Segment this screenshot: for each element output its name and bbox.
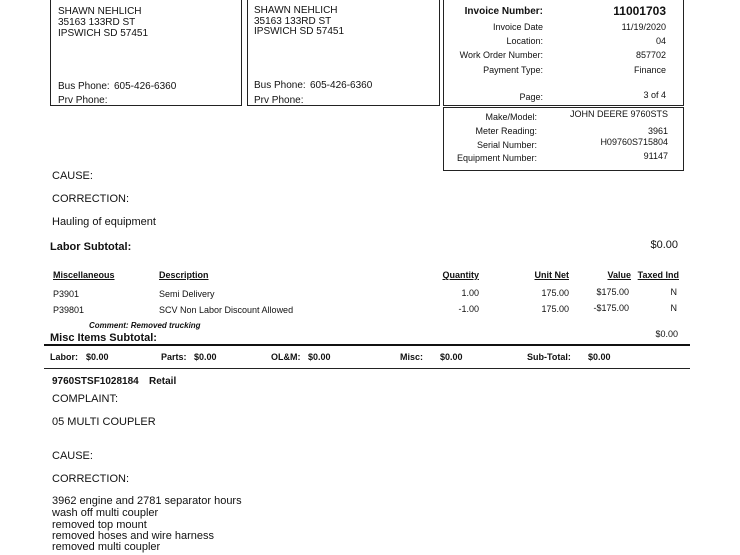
row-value: -$175.00	[593, 303, 629, 313]
complaint-label: COMPLAINT:	[52, 393, 119, 405]
serial-number-value: H09760S715804	[600, 137, 668, 147]
labor-subtotal-label: Labor Subtotal:	[50, 241, 132, 253]
serial-number-label: Serial Number:	[476, 140, 537, 150]
row-quantity: -1.00	[458, 304, 479, 314]
misc-items-subtotal-value: $0.00	[655, 329, 678, 339]
ship-to-street: 35163 133RD ST	[254, 16, 332, 27]
totals-misc-label: Misc:	[400, 352, 424, 362]
row-unit-net: 175.00	[541, 304, 569, 314]
invoice-date-label: Invoice Date	[492, 22, 543, 32]
bill-to-name: SHAWN NEHLICH	[58, 6, 142, 17]
ship-to-name: SHAWN NEHLICH	[254, 5, 338, 16]
col-header-value: Value	[607, 270, 631, 280]
job-heading-type: Retail	[149, 376, 177, 387]
location-label: Location:	[506, 36, 543, 46]
bill-to-prv-phone-label: Prv Phone:	[58, 95, 108, 106]
correction-line: removed hoses and wire harness	[52, 530, 215, 542]
make-model-label: Make/Model:	[485, 112, 537, 122]
totals-subtotal-label: Sub-Total:	[527, 352, 571, 362]
row-description: Semi Delivery	[159, 289, 215, 299]
divider-line	[44, 368, 690, 369]
row-taxed: N	[670, 303, 677, 313]
bill-to-city: IPSWICH SD 57451	[58, 28, 149, 39]
correction-line: removed top mount	[52, 519, 147, 531]
payment-type-value: Finance	[633, 65, 666, 75]
row-value: $175.00	[596, 287, 629, 297]
invoice-date: 11/19/2020	[621, 22, 666, 32]
totals-olm-value: $0.00	[308, 352, 331, 362]
correction-line: 3962 engine and 2781 separator hours	[52, 495, 242, 507]
equipment-number-label: Equipment Number:	[456, 153, 537, 163]
page-label: Page:	[519, 92, 543, 102]
row-quantity: 1.00	[461, 288, 479, 298]
bill-to-bus-phone-label: Bus Phone:	[58, 81, 110, 92]
row-code: P39801	[53, 305, 85, 315]
col-header-description: Description	[159, 270, 209, 280]
row-unit-net: 175.00	[541, 288, 569, 298]
totals-parts-value: $0.00	[194, 352, 217, 362]
divider-line	[44, 344, 690, 346]
work-order-label: Work Order Number:	[459, 50, 543, 60]
totals-parts-label: Parts:	[161, 352, 187, 362]
correction-text: Hauling of equipment	[52, 216, 156, 228]
correction-line: removed multi coupler	[52, 541, 161, 553]
ship-to-prv-phone-label: Prv Phone:	[254, 95, 304, 106]
ship-to-bus-phone: 605-426-6360	[310, 80, 373, 91]
col-header-unit-net: Unit Net	[534, 270, 569, 280]
job-heading: 9760STSF1028184	[52, 376, 139, 387]
bill-to-street: 35163 133RD ST	[58, 17, 136, 28]
misc-items-subtotal-label: Misc Items Subtotal:	[50, 332, 157, 344]
meter-reading-value: 3961	[647, 126, 668, 136]
totals-olm-label: OL&M:	[271, 352, 301, 362]
col-header-quantity: Quantity	[442, 270, 479, 280]
row-comment: Comment: Removed trucking	[89, 321, 201, 330]
invoice-number: 11001703	[613, 4, 666, 18]
invoice-number-label: Invoice Number:	[464, 6, 543, 17]
labor-subtotal-value: $0.00	[650, 239, 678, 251]
row-code: P3901	[53, 289, 80, 299]
totals-subtotal-value: $0.00	[588, 352, 611, 362]
location-value: 04	[655, 36, 666, 46]
totals-misc-value: $0.00	[440, 352, 463, 362]
col-header-taxed: Taxed Ind	[637, 270, 679, 280]
correction-label: CORRECTION:	[52, 193, 129, 205]
cause-label: CAUSE:	[52, 170, 93, 182]
row-description: SCV Non Labor Discount Allowed	[159, 305, 294, 315]
totals-labor-label: Labor:	[50, 352, 78, 362]
work-order-value: 857702	[635, 50, 666, 60]
correction-line: wash off multi coupler	[52, 507, 159, 519]
complaint-text: 05 MULTI COUPLER	[52, 416, 156, 428]
correction-label: CORRECTION:	[52, 473, 129, 485]
cause-label: CAUSE:	[52, 450, 93, 462]
payment-type-label: Payment Type:	[483, 65, 543, 75]
row-taxed: N	[670, 287, 677, 297]
make-model-value: JOHN DEERE 9760STS	[569, 109, 668, 119]
bill-to-bus-phone: 605-426-6360	[114, 81, 177, 92]
totals-labor-value: $0.00	[86, 352, 109, 362]
ship-to-bus-phone-label: Bus Phone:	[254, 80, 306, 91]
col-header-misc: Miscellaneous	[53, 270, 115, 280]
page-value: 3 of 4	[643, 90, 666, 100]
ship-to-city: IPSWICH SD 57451	[254, 26, 345, 37]
meter-reading-label: Meter Reading:	[475, 126, 537, 136]
equipment-number-value: 91147	[643, 151, 668, 161]
